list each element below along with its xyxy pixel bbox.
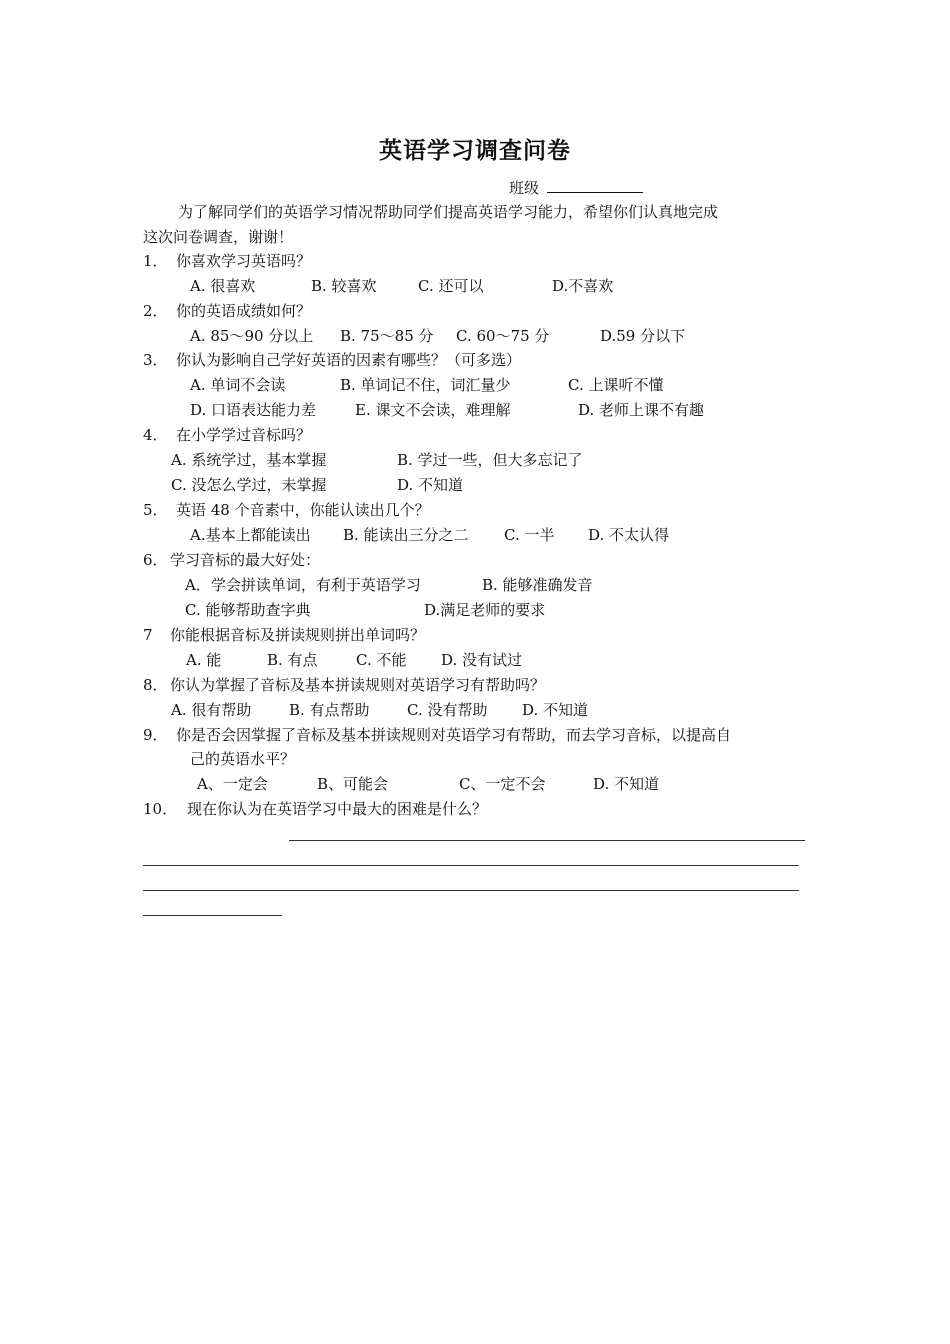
q3-option-b[interactable]: B. 单词记不住，词汇量少 (340, 376, 511, 394)
q3-option-f[interactable]: D. 老师上课不有趣 (578, 401, 705, 419)
q7-option-b[interactable]: B. 有点 (267, 651, 318, 669)
q2-option-b[interactable]: B. 75～85 分 (340, 327, 434, 345)
q7-option-d[interactable]: D. 没有试过 (441, 651, 523, 669)
q7-option-a[interactable]: A. 能 (186, 651, 222, 669)
question-text: 你能根据音标及拼读规则拼出单词吗？ (170, 626, 426, 644)
question-text: 你喜欢学习英语吗？ (176, 252, 312, 270)
q1-option-d[interactable]: D.不喜欢 (552, 277, 614, 295)
q4-option-c[interactable]: C. 没怎么学过，未掌握 (171, 476, 327, 494)
answer-line[interactable] (289, 840, 805, 841)
q1-option-c[interactable]: C. 还可以 (418, 277, 484, 295)
question-1 (143, 251, 311, 271)
class-blank[interactable] (547, 177, 643, 193)
question-number: 9． (143, 726, 168, 744)
question-text: 现在你认为在英语学习中最大的困难是什么？ (187, 800, 488, 818)
question-number: 7 (143, 626, 153, 644)
question-9-continued: 己的英语水平？ (190, 750, 296, 768)
q4-option-d[interactable]: D. 不知道 (397, 476, 464, 494)
q2-option-a[interactable]: A. 85～90 分以上 (190, 327, 314, 345)
question-text: 你认为影响自己学好英语的因素有哪些？（可多选） (176, 351, 522, 369)
question-text: 你的英语成绩如何？ (176, 302, 312, 320)
q3-option-d[interactable]: D. 口语表达能力差 (190, 401, 317, 419)
q3-option-e[interactable]: E. 课文不会读，难理解 (355, 401, 511, 419)
q8-option-a[interactable]: A. 很有帮助 (171, 701, 252, 719)
question-number: 10． (143, 800, 178, 818)
q6-option-c[interactable]: C. 能够帮助查字典 (185, 601, 311, 619)
answer-line[interactable] (143, 890, 799, 891)
class-field (509, 177, 643, 198)
q1-option-b[interactable]: B. 较喜欢 (311, 277, 377, 295)
q3-option-a[interactable]: A. 单词不会读 (190, 376, 286, 394)
q8-option-c[interactable]: C. 没有帮助 (407, 701, 488, 719)
q4-option-a[interactable]: A. 系统学过，基本掌握 (171, 451, 327, 469)
answer-line[interactable] (143, 915, 282, 916)
q7-option-c[interactable]: C. 不能 (356, 651, 407, 669)
question-2 (143, 301, 311, 321)
question-text: 在小学学过音标吗？ (176, 426, 312, 444)
q6-option-d[interactable]: D.满足老师的要求 (424, 601, 546, 619)
q6-option-a[interactable]: A．学会拼读单词，有利于英语学习 (185, 576, 421, 594)
question-number: 3． (143, 351, 168, 369)
question-7 (143, 625, 425, 645)
q5-option-d[interactable]: D. 不太认得 (588, 526, 670, 544)
q5-option-c[interactable]: C. 一半 (504, 526, 555, 544)
answer-line[interactable] (143, 865, 799, 866)
q9-option-a[interactable]: A、一定会 (197, 775, 268, 793)
question-number: 5． (143, 501, 168, 519)
q4-option-b[interactable]: B. 学过一些，但大多忘记了 (397, 451, 583, 469)
question-5 (143, 500, 430, 520)
intro-line-2: 这次问卷调查，谢谢！ (143, 228, 294, 246)
question-number: 4． (143, 426, 168, 444)
q9-option-c[interactable]: C、一定不会 (459, 775, 546, 793)
q5-option-b[interactable]: B. 能读出三分之二 (343, 526, 469, 544)
q9-option-b[interactable]: B、可能会 (317, 775, 389, 793)
q6-option-b[interactable]: B. 能够准确发音 (482, 576, 593, 594)
question-8 (143, 675, 545, 695)
page-title: 英语学习调查问卷 (379, 137, 571, 164)
q8-option-d[interactable]: D. 不知道 (522, 701, 589, 719)
question-text: 你是否会因掌握了音标及基本拼读规则对英语学习有帮助，而去学习音标，以提高自 (176, 726, 732, 744)
question-number: 2． (143, 302, 168, 320)
question-text: 你认为掌握了音标及基本拼读规则对英语学习有帮助吗？ (170, 676, 546, 694)
question-3 (143, 350, 521, 370)
q5-option-a[interactable]: A.基本上都能读出 (190, 526, 311, 544)
question-number: 8． (143, 676, 168, 694)
question-10 (143, 799, 487, 819)
q2-option-d[interactable]: D.59 分以下 (600, 327, 686, 345)
question-number: 1． (143, 252, 168, 270)
question-4 (143, 425, 311, 445)
question-text: 英语 48 个音素中，你能认读出几个？ (176, 501, 430, 519)
q9-option-d[interactable]: D. 不知道 (593, 775, 660, 793)
q3-option-c[interactable]: C. 上课听不懂 (568, 376, 664, 394)
q2-option-c[interactable]: C. 60～75 分 (456, 327, 550, 345)
q1-option-a[interactable]: A. 很喜欢 (190, 277, 256, 295)
q8-option-b[interactable]: B. 有点帮助 (289, 701, 370, 719)
question-6 (143, 550, 320, 570)
question-9 (143, 725, 731, 745)
question-text: 学习音标的最大好处： (170, 551, 321, 569)
intro-line-1: 为了解同学们的英语学习情况帮助同学们提高英语学习能力，希望你们认真地完成 (178, 203, 719, 221)
class-label: 班级 (509, 179, 540, 197)
question-number: 6． (143, 551, 168, 569)
